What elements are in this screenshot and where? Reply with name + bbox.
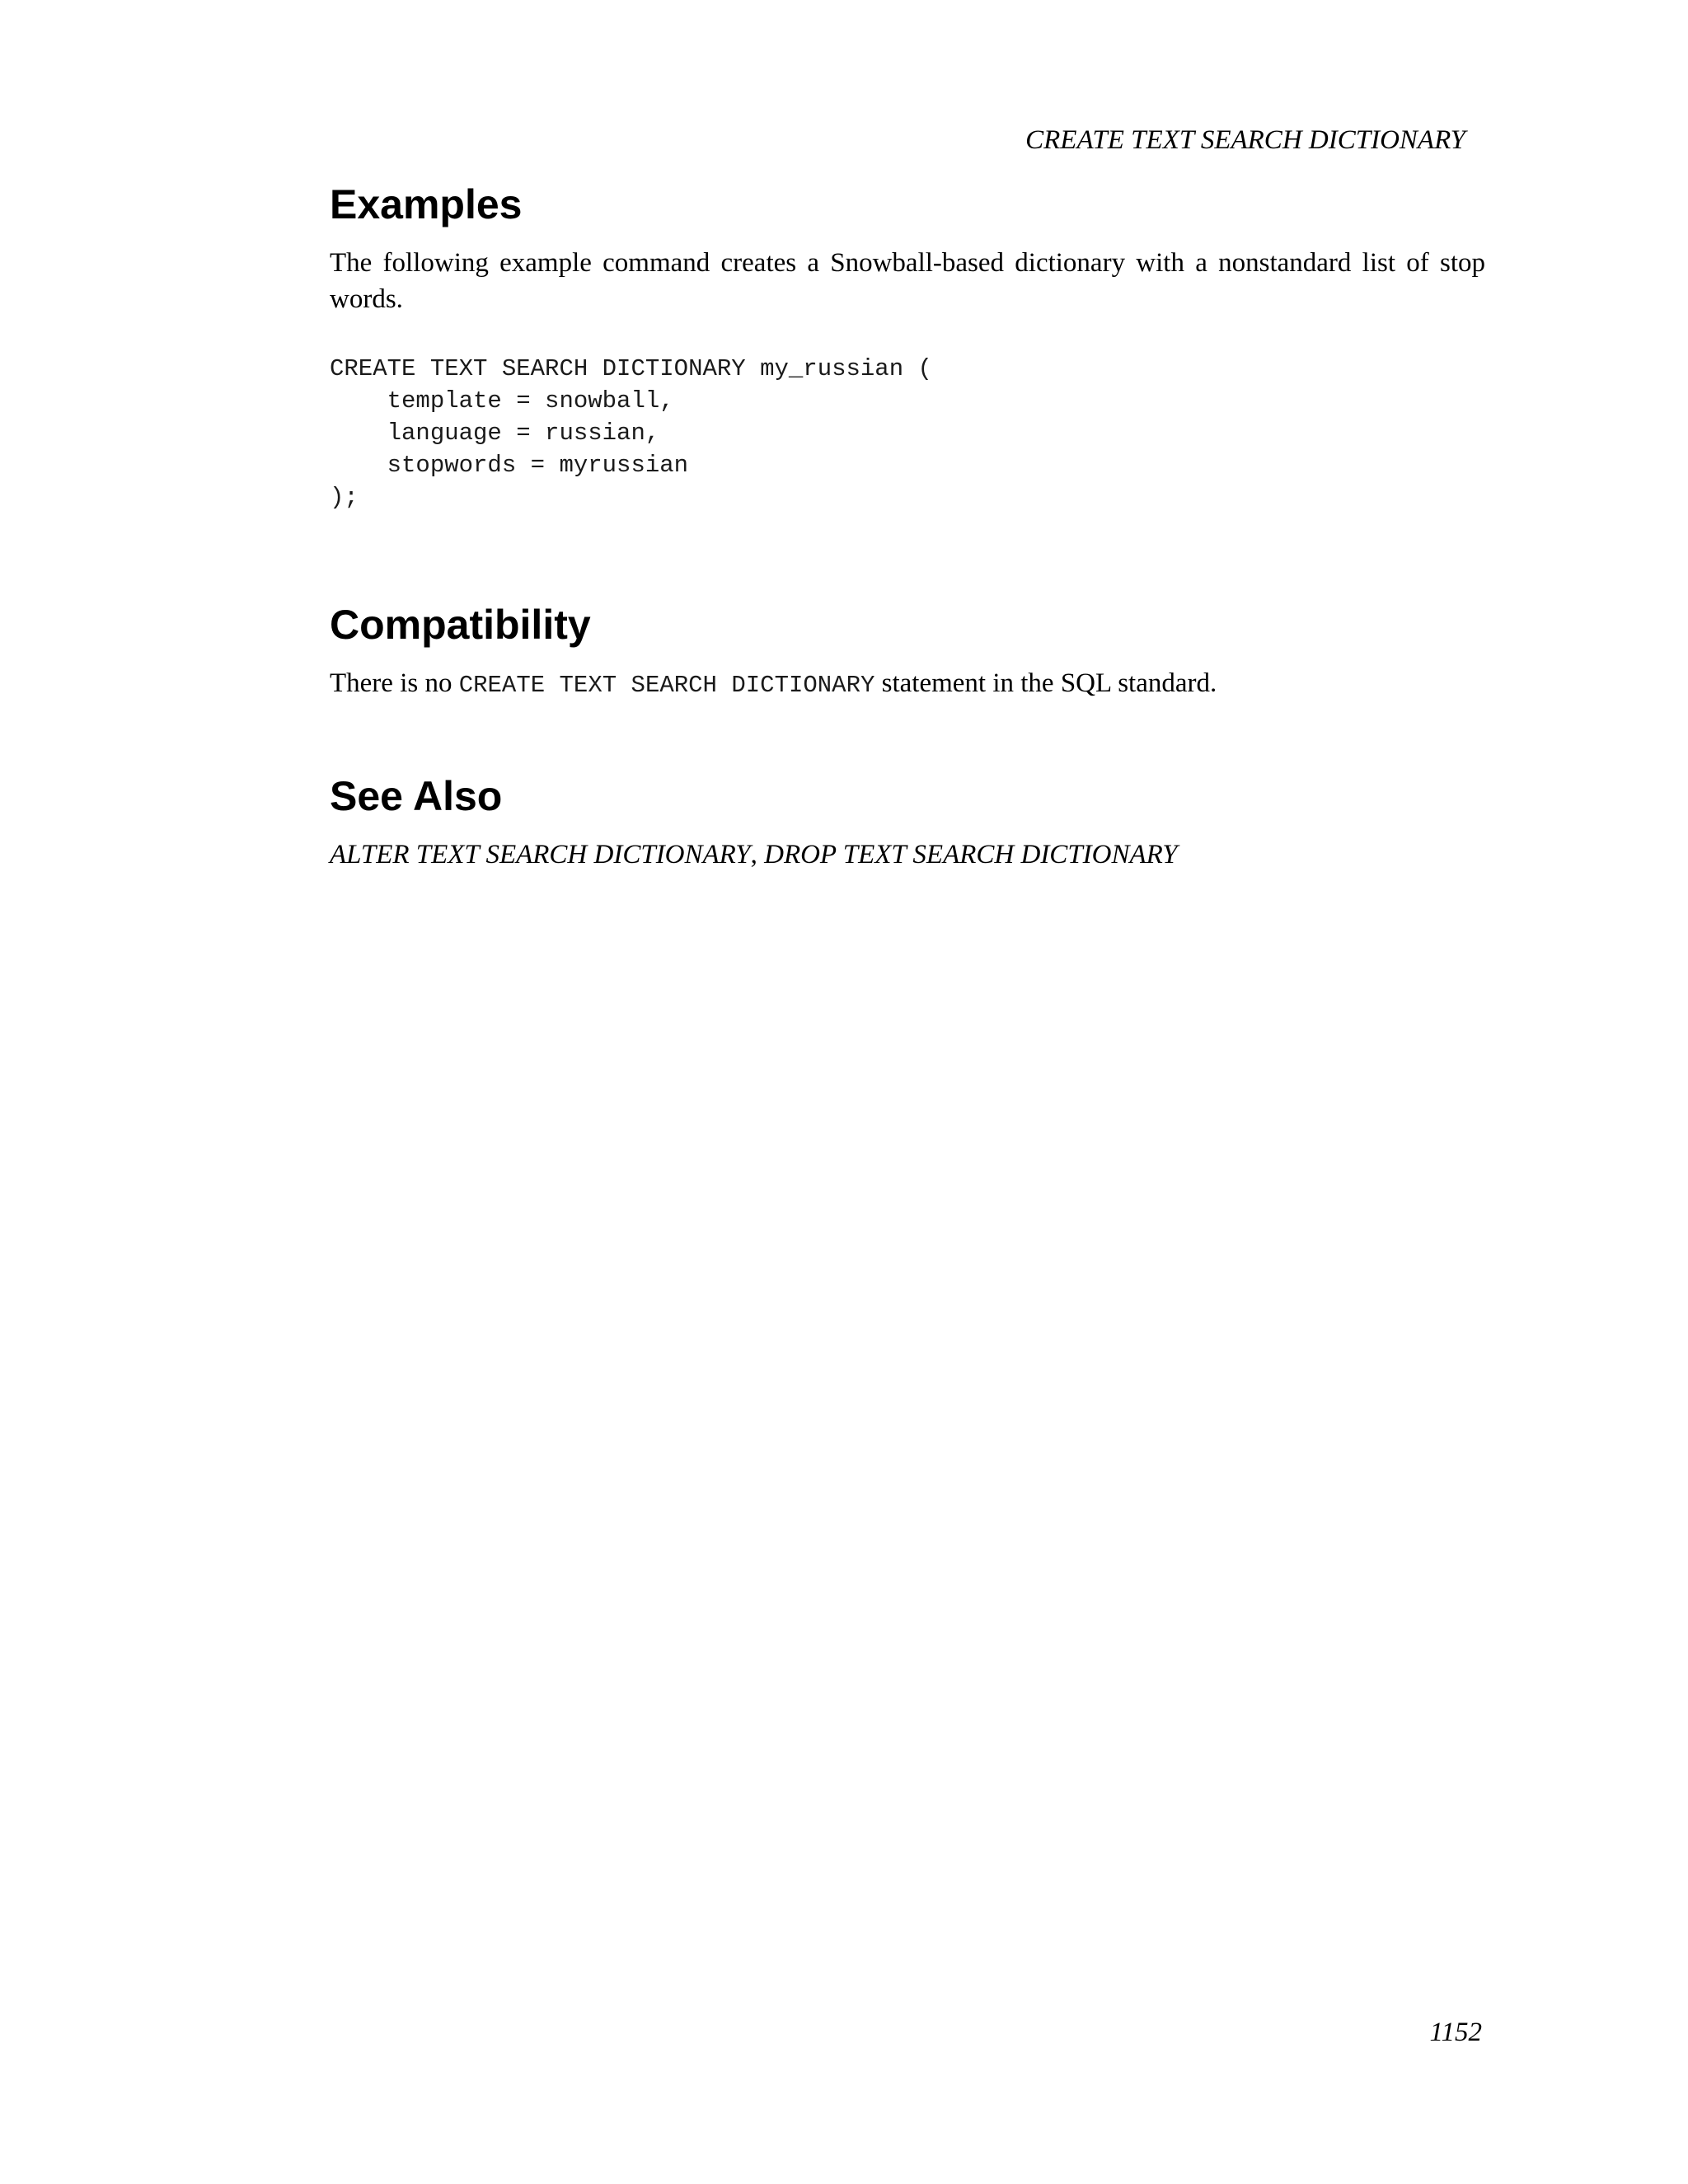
section-title-compatibility: Compatibility (330, 601, 591, 648)
code-block: CREATE TEXT SEARCH DICTIONARY my_russian ( template = snowball, language = russian, stopwords = myrussian ); (330, 354, 932, 511)
compat-text-after: statement in the SQL standard. (874, 668, 1217, 698)
see-also-links (330, 837, 1485, 874)
examples-intro-paragraph: The following example command creates a Snowball-based dictionary with a nonstandard list of stop words. (330, 248, 1485, 314)
running-header: CREATE TEXT SEARCH DICTIONARY (1025, 125, 1465, 155)
inline-code: CREATE TEXT SEARCH DICTIONARY (458, 671, 875, 699)
section-title-see-also: See Also (330, 772, 503, 819)
compatibility-paragraph (330, 666, 1485, 702)
page-number: 1152 (1429, 2018, 1482, 2047)
link-drop-text-search-dictionary[interactable]: DROP TEXT SEARCH DICTIONARY (764, 839, 1178, 869)
section-title-examples: Examples (330, 181, 523, 227)
link-alter-text-search-dictionary[interactable]: ALTER TEXT SEARCH DICTIONARY (330, 839, 751, 869)
page-content (330, 180, 1485, 874)
link-separator: , (750, 839, 765, 869)
compat-text-before: There is no (330, 668, 459, 698)
